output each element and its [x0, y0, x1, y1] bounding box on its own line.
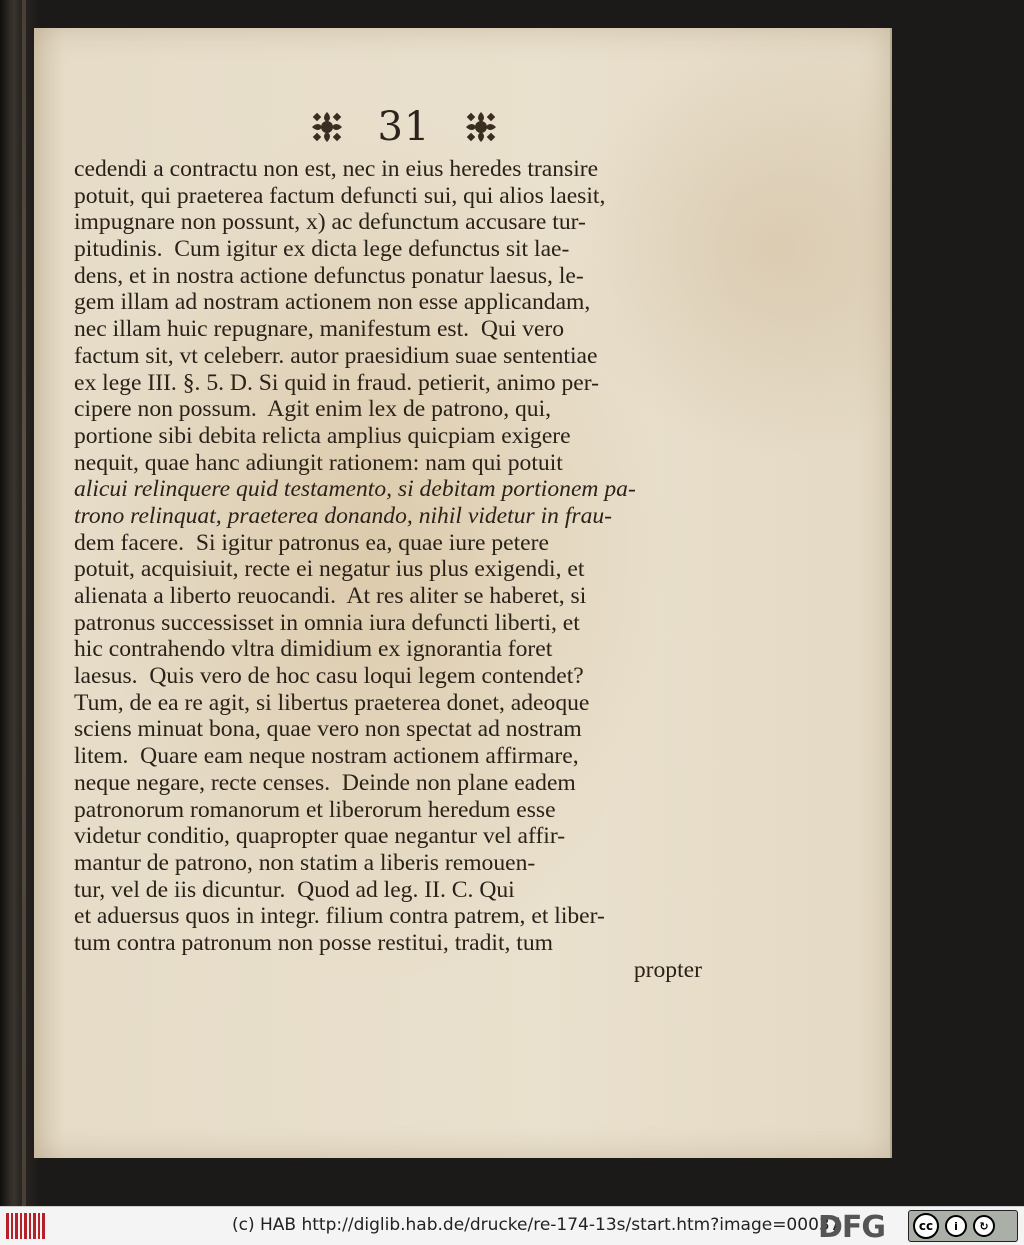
sa-icon: ↻ [973, 1215, 995, 1237]
text-line: dens, et in nostra actione defunctus ponatur laesus, le- [74, 262, 584, 289]
text-line: laesus. Quis vero de hoc casu loqui legem contendet? [74, 663, 584, 690]
text-line-italic: alicui relinquere quid testamento, si debitam portionem pa- [74, 476, 636, 503]
book-binding [0, 0, 38, 1206]
text-line: cedendi a contractu non est, nec in eius heredes transire [74, 156, 599, 182]
text-line: tum contra patronum non posse restitui, tradit, tum [74, 929, 554, 956]
text-line-italic: trono relinquat, praeterea donando, nihil videtur in frau- [74, 502, 613, 529]
text-line: patronorum romanorum et liberorum heredum esse [74, 796, 556, 823]
text-line: et aduersus quos in integr. filium contra patrem, et liber- [74, 903, 605, 930]
text-line: ex lege III. §. 5. D. Si quid in fraud. petierit, animo per- [74, 369, 599, 396]
text-line: pitudinis. Cum igitur ex dicta lege defunctus sit lae- [74, 236, 570, 263]
text-line: patronus successisset in omnia iura defuncti liberti, et [74, 609, 580, 636]
page-number: 31 [377, 104, 431, 150]
scanned-page [34, 28, 890, 1158]
catchword: propter [633, 956, 702, 983]
fleuron-left-icon [310, 110, 344, 144]
text-line: cipere non possum. Agit enim lex de patrono, qui, [74, 396, 552, 423]
source-link[interactable]: (c) HAB http://diglib.hab.de/drucke/re-174-13s/start.htm?image=00037 [232, 1215, 841, 1235]
text-line: litem. Quare eam neque nostram actionem affirmare, [74, 743, 579, 770]
fleuron-right-icon [464, 110, 498, 144]
by-icon: i [945, 1215, 967, 1237]
viewer-footer [0, 1206, 1024, 1245]
text-line: neque negare, recte censes. Deinde non plane eadem [74, 769, 576, 796]
page-edge [22, 0, 26, 1206]
text-line: potuit, acquisiuit, recte ei negatur ius plus exigendi, et [74, 556, 585, 583]
hab-logo-icon [6, 1213, 48, 1239]
body-text [74, 156, 702, 983]
text-line: hic contrahendo vltra dimidium ex ignorantia foret [74, 636, 553, 663]
dfg-logo: DFG [818, 1210, 886, 1245]
text-line: mantur de patrono, non statim a liberis remouen- [74, 849, 536, 876]
text-line: Tum, de ea re agit, si libertus praeterea donet, adeoque [74, 689, 590, 716]
text-line: tur, vel de iis dicuntur. Quod ad leg. II. C. Qui [74, 876, 515, 903]
text-line: factum sit, vt celeberr. autor praesidium suae sententiae [74, 342, 598, 369]
page-header [284, 102, 524, 152]
license-badge[interactable] [908, 1210, 1018, 1242]
text-line: sciens minuat bona, quae vero non spectat ad nostram [74, 716, 582, 743]
text-line: nec illam huic repugnare, manifestum est. Qui vero [74, 316, 565, 343]
text-line: alienata a liberto reuocandi. At res aliter se haberet, si [74, 583, 587, 609]
text-line: impugnare non possunt, x) ac defunctum accusare tur- [74, 209, 586, 236]
text-line: nequit, quae hanc adiungit rationem: nam qui potuit [74, 449, 563, 476]
cc-icon: cc [913, 1213, 939, 1239]
text-line: videtur conditio, quapropter quae negantur vel affir- [74, 823, 566, 850]
text-line: potuit, qui praeterea factum defuncti sui, qui alios laesit, [74, 182, 606, 209]
text-line: gem illam ad nostram actionem non esse applicandam, [74, 289, 591, 316]
text-line: portione sibi debita relicta amplius quicpiam exigere [74, 422, 571, 449]
text-line: dem facere. Si igitur patronus ea, quae iure petere [74, 529, 549, 556]
